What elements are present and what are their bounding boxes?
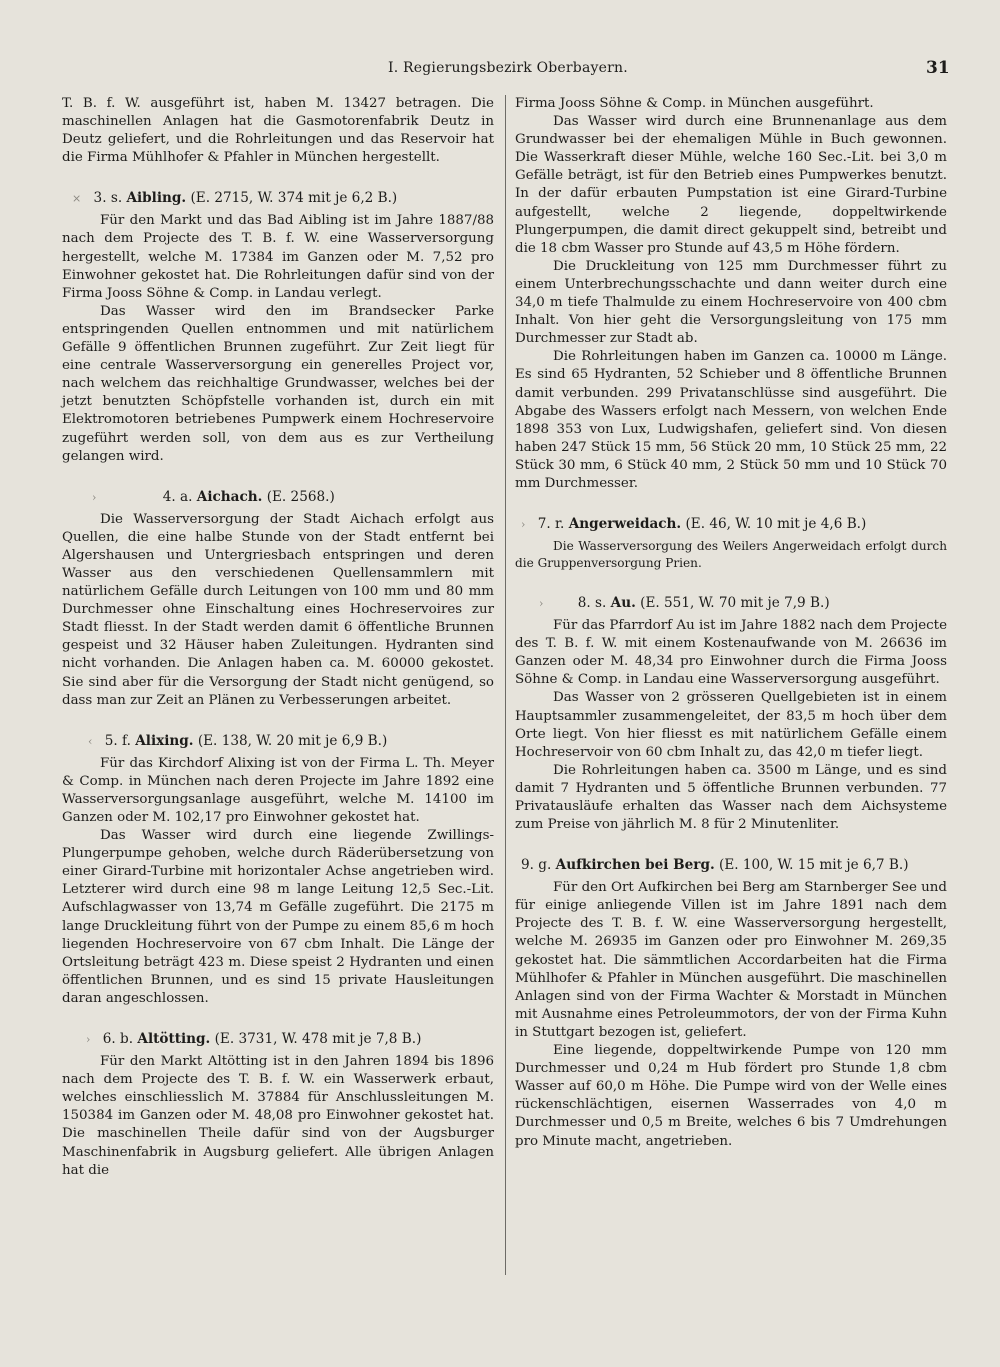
entry-heading-aufkirchen: [515, 856, 947, 875]
entry-meta: (E. 2715, W. 374 mit je 6,2 B.): [190, 190, 398, 207]
entry-heading-au: [515, 594, 947, 613]
paragraph: Das Wasser wird durch eine liegende Zwillings-Plungerpumpe gehoben, welche durch Räderübersetzung von einer Girard-Turbine mit horizontaler Achse angetrieben wird. Letzterer wird durch eine 98 m lange Leitung 12,5 Sec.-Lit. Aufschlagwasser von 13,74 m Gefälle zugeführt. Die 2175 m lange Druckleitung führt von der Pumpe zu einem 85,6 m hoch liegenden Hochreservoire von 67 cbm Inhalt. Die Länge der Ortsleitung beträgt 423 m. Diese speist 2 Hydranten und einen öffentlichen Brunnen, und es sind 15 private Hausleitungen daran angeschlossen.: [62, 828, 494, 1006]
entry-meta: (E. 46, W. 10 mit je 4,6 B.): [685, 516, 867, 533]
entry-number: 8. s.: [577, 595, 607, 612]
paragraph: Das Wasser wird den im Brandsecker Parke entspringenden Quellen entnommen und mit natürlichem Gefälle 9 öffentlichen Brunnen zugeführt. Zur Zeit liegt für eine centrale Wasserversorgung ein generelles Project vor, nach welchem das reichhaltige Grundwasser, welches bei der jetzt benutzten Schöpfstelle vorhanden ist, durch ein mit Elektromotoren betriebenes Pumpwerk einem Hochreservoire zugeführt werden soll, von dem aus es zur Vertheilung gelangen wird.: [62, 303, 494, 464]
column-divider: [505, 95, 506, 1275]
margin-mark-icon: ›: [86, 1033, 91, 1047]
entry-heading-angerweidach: [515, 515, 947, 534]
entry-number: 9. g.: [521, 857, 552, 874]
entry-heading-aichach: [62, 488, 494, 507]
right-column: [515, 95, 947, 1151]
entry-meta: (E. 551, W. 70 mit je 7,9 B.): [640, 595, 830, 612]
paragraph: Die Wasserversorgung des Weilers Angerweidach erfolgt durch die Gruppenversorgung Prien.: [515, 539, 947, 571]
paragraph: Das Wasser wird durch eine Brunnenanlage aus dem Grundwasser bei der ehemaligen Mühle in Buch gewonnen. Die Wasserkraft dieser Mühle, welche 160 Sec.-Lit. bei 3,0 m Gefälle beträgt, ist für den Betrieb eines Pumpwerkes benutzt. In der dafür erbauten Pumpstation ist eine Girard-Turbine aufgestellt, welche 2 liegende, doppeltwirkende Plungerpumpen, die damit direct gekuppelt sind, betreibt und die 18 cbm Wasser pro Stunde auf 43,5 m Höhe fördern.: [515, 114, 947, 256]
entry-number: 7. r.: [537, 516, 565, 533]
left-column: [62, 95, 494, 1180]
paragraph: Eine liegende, doppeltwirkende Pumpe von 120 mm Durchmesser und 0,24 m Hub fördert pro Stunde 1,8 cbm Wasser auf 60,0 m Höhe. Die Pumpe wird von der Welle eines rückenschlächtigen, eisernen Wasserrades von 4,0 m Durchmesser und 0,5 m Breite, welches 6 bis 7 Umdrehungen pro Minute macht, angetrieben.: [515, 1043, 947, 1149]
entry-place: Aibling.: [126, 190, 187, 207]
margin-mark-icon: ›: [92, 490, 97, 504]
margin-mark-icon: ›: [539, 597, 544, 611]
paragraph: Die Rohrleitungen haben im Ganzen ca. 10000 m Länge. Es sind 65 Hydranten, 52 Schieber und 8 öffentliche Brunnen damit verbunden. 299 Privatanschlüsse sind ausgeführt. Die Abgabe des Wassers erfolgt nach Messern, von welchen Ende 1898 353 von Lux, Ludwigshafen, geliefert sind. Von diesen haben 247 Stück 15 mm, 56 Stück 20 mm, 10 Stück 25 mm, 22 Stück 30 mm, 6 Stück 40 mm, 2 Stück 50 mm und 10 Stück 70 mm Durchmesser.: [515, 349, 947, 491]
entry-meta: (E. 138, W. 20 mit je 6,9 B.): [197, 732, 388, 749]
entry-place: Aichach.: [196, 488, 263, 505]
page-number: 31: [926, 58, 950, 78]
entry-meta: (E. 100, W. 15 mit je 6,7 B.): [719, 857, 909, 874]
entry-number: 6. b.: [102, 1031, 134, 1048]
paragraph: Für den Markt und das Bad Aibling ist im Jahre 1887/88 nach dem Projecte des T. B. f. W. eine Wasserversorgung hergestellt, welche M. 17384 im Ganzen oder M. 7,52 pro Einwohner gekostet hat. Die Rohrleitungen dafür sind von der Firma Jooss Söhne & Comp. in Landau verlegt.: [62, 213, 494, 301]
entry-place: Alixing.: [135, 732, 194, 749]
entry-number: 3. s.: [93, 190, 123, 207]
paragraph: Für den Ort Aufkirchen bei Berg am Starnberger See und für einige anliegende Villen ist im Jahre 1891 nach dem Projecte des T. B. f. W. eine Wasserversorgung hergestellt, welche M. 26935 im Ganzen oder pro Einwohner M. 269,35 gekostet hat. Die sämmtlichen Accordarbeiten hat die Firma Mühlhofer & Pfahler in München ausgeführt. Die maschinellen Anlagen sind von der Firma Wachter & Morstadt in München mit Ausnahme eines Petroleummotors, der von der Firma Kuhn in Stuttgart bezogen ist, geliefert.: [515, 880, 947, 1040]
paragraph: Für das Pfarrdorf Au ist im Jahre 1882 nach dem Projecte des T. B. f. W. mit einem Kostenaufwande von M. 26636 im Ganzen oder M. 48,34 pro Einwohner durch die Firma Jooss Söhne & Comp. in Landau eine Wasserversorgung ausgeführt.: [515, 618, 947, 688]
paragraph: Die Druckleitung von 125 mm Durchmesser führt zu einem Unterbrechungsschachte und dann weiter durch eine 34,0 m tiefe Thalmulde zu einem Hochreservoire von 400 cbm Inhalt. Von hier geht die Versorgungsleitung von 175 mm Durchmesser zur Stadt ab.: [515, 258, 947, 347]
margin-mark-icon: ×: [72, 192, 82, 206]
entry-heading-aibling: [62, 189, 494, 208]
entry-place: Aufkirchen bei Berg.: [555, 857, 715, 874]
paragraph: Für das Kirchdorf Alixing ist von der Firma L. Th. Meyer & Comp. in München nach deren Projecte im Jahre 1892 eine Wasserversorgungsanlage ausgeführt, welche M. 14100 im Ganzen oder M. 102,17 pro Einwohner gekostet hat.: [62, 755, 494, 825]
entry-number: 4. a.: [162, 488, 193, 505]
entry-place: Au.: [610, 595, 636, 612]
paragraph: Die Wasserversorgung der Stadt Aichach erfolgt aus Quellen, die eine halbe Stunde von der Stadt entfernt bei Algershausen und Untergriesbach entspringen und deren Wasser aus den verschiedenen Quellensammlern mit natürlichem Gefälle durch Leitungen von 100 mm und 80 mm Durchmesser ohne Einschaltung eines Hochreservoires zur Stadt fliesst. In der Stadt werden damit 6 öffentliche Brunnen gespeist und 32 Häuser haben Zuleitungen. Hydranten sind nicht vorhanden. Die Anlagen haben ca. M. 60000 gekostet. Sie sind aber für die Versorgung der Stadt nicht genügend, so dass man zur Zeit an Plänen zu Verbesserungen arbeitet.: [62, 511, 494, 708]
running-head: I. Regierungsbezirk Oberbayern.: [388, 60, 628, 76]
paragraph: Für den Markt Altötting ist in den Jahren 1894 bis 1896 nach dem Projecte des T. B. f. W. ein Wasserwerk erbaut, welches einschliesslich M. 37884 für Anschlussleitungen M. 150384 im Ganzen oder M. 48,08 pro Einwohner gekostet hat. Die maschinellen Theile dafür sind von der Augsburger Maschinenfabrik in Augsburg geliefert. Alle übrigen Anlagen hat die: [62, 1054, 494, 1178]
entry-meta: (E. 2568.): [266, 488, 335, 505]
paragraph: Das Wasser von 2 grösseren Quellgebieten ist in einem Hauptsammler zusammengeleitet, der 83,5 m hoch über dem Orte liegt. Von hier fliesst es mit natürlichem Gefälle einem Hochreservoir von 60 cbm Inhalt zu, das 42,0 m tiefer liegt.: [515, 690, 947, 760]
paragraph: T. B. f. W. ausgeführt ist, haben M. 13427 betragen. Die maschinellen Anlagen hat die Gasmotorenfabrik Deutz in Deutz geliefert, und die Rohrleitungen und das Reservoir hat die Firma Mühlhofer & Pfahler in München hergestellt.: [62, 96, 494, 166]
margin-mark-icon: ›: [521, 518, 526, 532]
entry-meta: (E. 3731, W. 478 mit je 7,8 B.): [214, 1031, 422, 1048]
paragraph: Die Rohrleitungen haben ca. 3500 m Länge, und es sind damit 7 Hydranten und 5 öffentliche Brunnen verbunden. 77 Privatausläufe erhalten das Wasser nach dem Aichsysteme zum Preise von jährlich M. 8 für 2 Minutenliter.: [515, 762, 947, 833]
entry-heading-alixing: [62, 732, 494, 751]
entry-number: 5. f.: [104, 732, 131, 749]
margin-mark-icon: ‹: [88, 734, 93, 748]
entry-heading-altoetting: [62, 1030, 494, 1049]
paragraph: Firma Jooss Söhne & Comp. in München ausgeführt.: [515, 96, 874, 111]
entry-place: Altötting.: [137, 1031, 211, 1048]
entry-place: Angerweidach.: [568, 516, 682, 533]
